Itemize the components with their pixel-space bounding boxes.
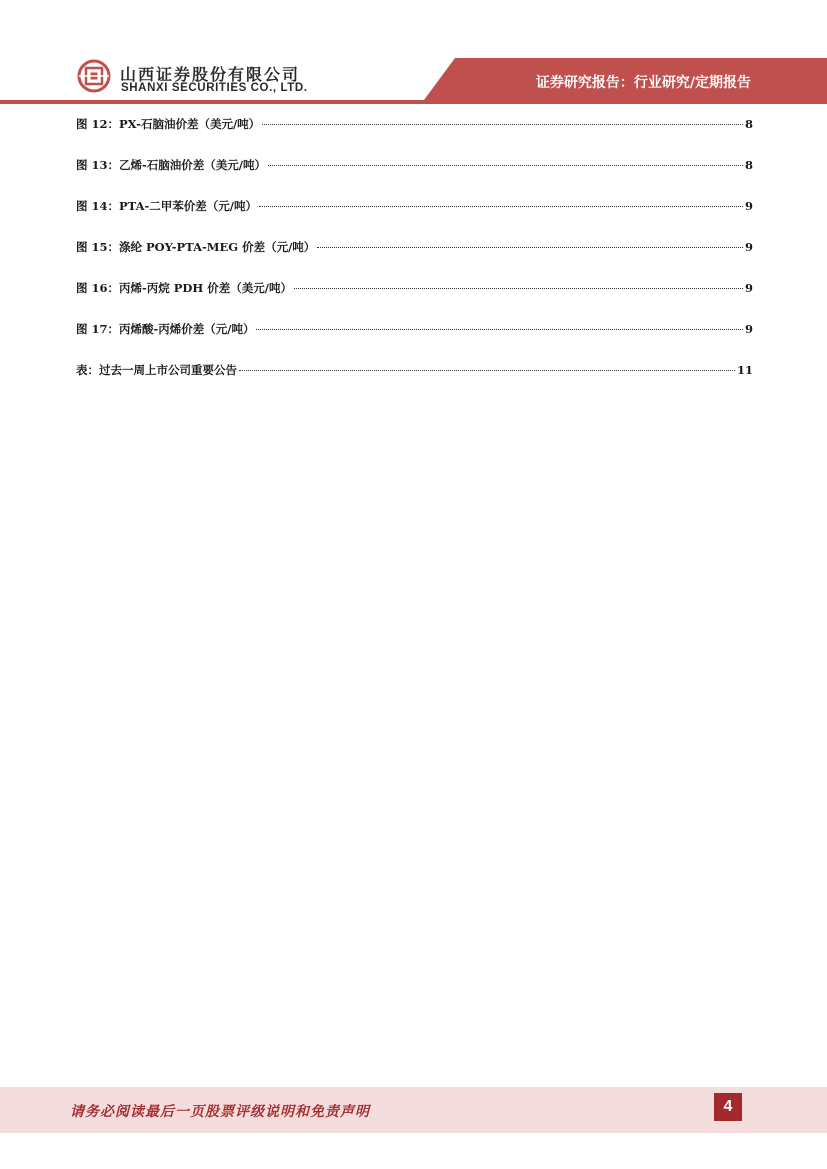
company-name-en: SHANXI SECURITIES CO., LTD.	[121, 82, 308, 94]
toc-dot-leader	[239, 370, 735, 371]
toc-dot-leader	[294, 288, 743, 289]
toc-dot-leader	[259, 206, 743, 207]
toc-entry[interactable]	[76, 198, 753, 239]
toc-dot-leader	[317, 247, 743, 248]
toc-dot-leader	[256, 329, 743, 330]
page-header	[0, 0, 827, 105]
page-number: 4	[714, 1093, 742, 1121]
toc-entry-page: 9	[744, 322, 753, 336]
disclaimer-notice: 请务必阅读最后一页股票评级说明和免责声明	[70, 1104, 370, 1120]
company-name-cn: 山西证券股份有限公司	[120, 65, 301, 84]
toc-dot-leader	[268, 165, 743, 166]
toc-dot-leader	[262, 124, 743, 125]
toc-entry-page: 8	[744, 158, 753, 172]
toc-entry-title: 图 13：乙烯-石脑油价差（美元/吨）	[76, 158, 266, 172]
toc-entry[interactable]	[76, 157, 753, 198]
toc-entry[interactable]	[76, 239, 753, 280]
toc-entry-page: 9	[744, 240, 753, 254]
toc-entry-title: 表：过去一周上市公司重要公告	[76, 363, 237, 377]
shanxi-securities-logo-icon	[77, 59, 111, 93]
toc-entry-title: 图 16：丙烯-丙烷 PDH 价差（美元/吨）	[76, 281, 292, 295]
toc-entry[interactable]	[76, 280, 753, 321]
toc-entry[interactable]	[76, 362, 753, 403]
toc-entry-title: 图 14：PTA-二甲苯价差（元/吨）	[76, 199, 257, 213]
report-type: 证券研究报告：行业研究/定期报告	[535, 75, 751, 91]
page-footer	[0, 1087, 827, 1133]
toc-entry-page: 11	[736, 363, 753, 377]
toc-entry-title: 图 15：涤纶 POY-PTA-MEG 价差（元/吨）	[76, 240, 316, 254]
toc-entry-title: 图 17：丙烯酸-丙烯价差（元/吨）	[76, 322, 255, 336]
toc-entry[interactable]	[76, 321, 753, 362]
table-of-figures	[76, 116, 753, 403]
toc-entry-page: 8	[744, 117, 753, 131]
toc-entry-page: 9	[744, 199, 753, 213]
toc-entry-title: 图 12：PX-石脑油价差（美元/吨）	[76, 117, 261, 131]
toc-entry[interactable]	[76, 116, 753, 157]
toc-entry-page: 9	[744, 281, 753, 295]
